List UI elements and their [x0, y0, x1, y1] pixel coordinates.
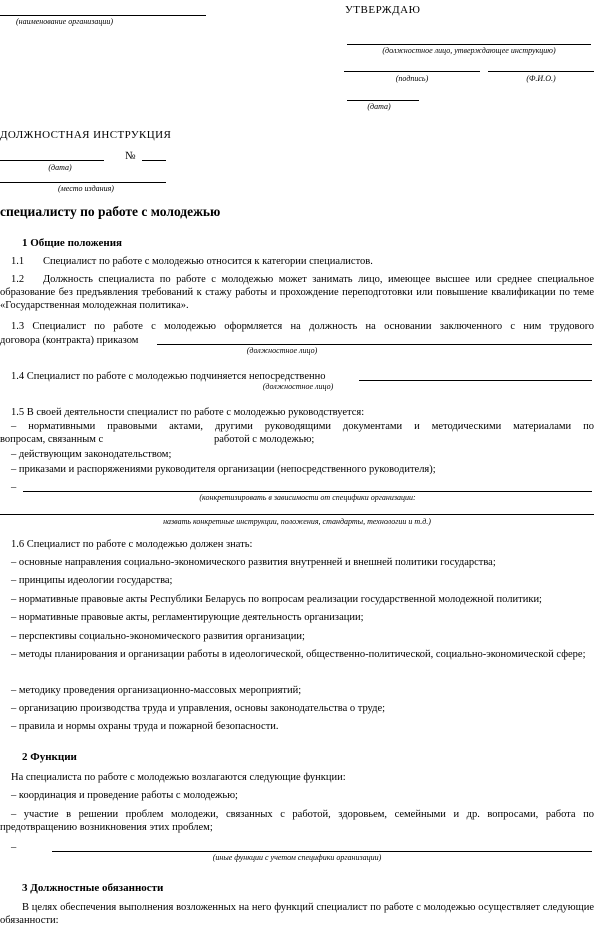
- duties-intro: В целях обеспечения выполнения возложенных на него функций специалист по работе с молодежью осуществляет следующие обязанности:: [0, 902, 594, 927]
- document-subtitle: специалисту по работе с молодежью: [0, 204, 221, 219]
- p1-4-caption: (должностное лицо): [262, 382, 334, 391]
- section1-heading: 1 Общие положения: [22, 237, 122, 249]
- function-3-dash: –: [11, 842, 17, 853]
- doc-date-caption: (дата): [48, 163, 72, 172]
- p1-5-item1-line2a: вопросам, связанным с: [0, 434, 104, 445]
- p1-5-item3: – приказами и распоряжениями руководителя организации (непосредственного руководителя);: [11, 464, 436, 475]
- functions-intro: На специалиста по работе с молодежью возлагаются следующие функции:: [11, 772, 346, 783]
- function-2: – участие в решении проблем молодежи, связанных с работой, здоровьем, семейными и др. вопросами, работа по предотвращению возникновения этих проблем;: [0, 809, 594, 834]
- p1-3-caption: (должностное лицо): [246, 346, 318, 355]
- p1-2-number: 1.2: [11, 274, 25, 285]
- know-item-2: – принципы идеологии государства;: [11, 575, 173, 586]
- p1-5-item1-line1: – нормативными правовыми актами, другими руководящими документами и методическими материалами по: [11, 421, 594, 432]
- signature-caption: (подпись): [395, 74, 429, 83]
- p1-4-text: 1.4 Специалист по работе с молодежью подчиняется непосредственно: [11, 371, 326, 382]
- section3-heading: 3 Должностные обязанности: [22, 882, 164, 894]
- know-item-3: – нормативные правовые акты Республики Беларусь по вопросам реализации государственной молодежной политики;: [11, 594, 542, 605]
- know-item-5: – перспективы социально-экономического развития организации;: [11, 631, 305, 642]
- doc-number-line: [142, 160, 166, 161]
- p1-3-line1: 1.3 Специалист по работе с молодежью оформляется на должность на основании заключенного с ним трудового: [11, 321, 594, 332]
- org-name-line: [0, 15, 206, 16]
- approve-date-line: [347, 100, 419, 101]
- know-item-9: – правила и нормы охраны труда и пожарной безопасности.: [11, 721, 279, 732]
- approve-label: УТВЕРЖДАЮ: [345, 4, 421, 16]
- approver-position-line: [347, 44, 591, 45]
- approve-date-caption: (дата): [367, 102, 391, 111]
- know-item-8: – организацию производства труда и управления, основы законодательства о труде;: [11, 703, 386, 714]
- org-name-caption: (наименование организации): [16, 17, 114, 26]
- fio-line: [488, 71, 594, 72]
- p1-3-fill-line: [157, 344, 592, 345]
- p1-6-text: 1.6 Специалист по работе с молодежью должен знать:: [11, 539, 253, 550]
- p1-5-item1-line2b: работой с молодежью;: [214, 434, 315, 445]
- function-1: – координация и проведение работы с молодежью;: [11, 790, 238, 801]
- place-caption: (место издания): [58, 184, 114, 193]
- p1-2-text: Должность специалиста по работе с молодежью может занимать лицо, имеющее высшее или среднее специальное образование без предъявления требований к стажу работы и прохождение переподготовки или повышение квалификации по теме «Государственная молодежная политика».: [0, 274, 594, 312]
- p1-5-text: 1.5 В своей деятельности специалист по работе с молодежью руководствуется:: [11, 407, 365, 418]
- number-sign: №: [125, 150, 136, 162]
- p1-5-fill-line2: [0, 514, 594, 515]
- doc-date-line: [0, 160, 104, 161]
- p1-5-caption1: (конкретизировать в зависимости от специфики организации:: [199, 493, 416, 502]
- section2-heading: 2 Функции: [22, 751, 77, 763]
- function-fill-line: [52, 851, 592, 852]
- fio-caption: (Ф.И.О.): [526, 74, 556, 83]
- approver-position-caption: (должностное лицо, утверждающее инструкцию): [382, 46, 556, 55]
- know-item-6: – методы планирования и организации работы в идеологической, общественно-политической, социально-экономической сфере;: [11, 649, 586, 660]
- p1-1-text: Специалист по работе с молодежью относится к категории специалистов.: [43, 256, 373, 267]
- know-item-7: – методику проведения организационно-массовых мероприятий;: [11, 685, 302, 696]
- p1-4-fill-line: [359, 380, 592, 381]
- know-item-4: – нормативные правовые акты, регламентирующие деятельность организации;: [11, 612, 364, 623]
- p1-5-item2: – действующим законодательством;: [11, 449, 172, 460]
- p1-5-item4-dash: –: [11, 482, 17, 493]
- p1-5-fill-line1: [23, 491, 592, 492]
- function-caption: (иные функции с учетом специфики организации): [212, 853, 382, 862]
- p1-3-line2: договора (контракта) приказом: [0, 335, 139, 346]
- p1-5-caption2: назвать конкретные инструкции, положения, стандарты, технологии и т.д.): [163, 517, 431, 526]
- document-title: ДОЛЖНОСТНАЯ ИНСТРУКЦИЯ: [0, 129, 172, 141]
- place-line: [0, 182, 166, 183]
- know-item-1: – основные направления социально-экономического развития внутренней и внешней политики государства;: [11, 557, 496, 568]
- signature-line: [344, 71, 480, 72]
- p1-1-number: 1.1: [11, 256, 25, 267]
